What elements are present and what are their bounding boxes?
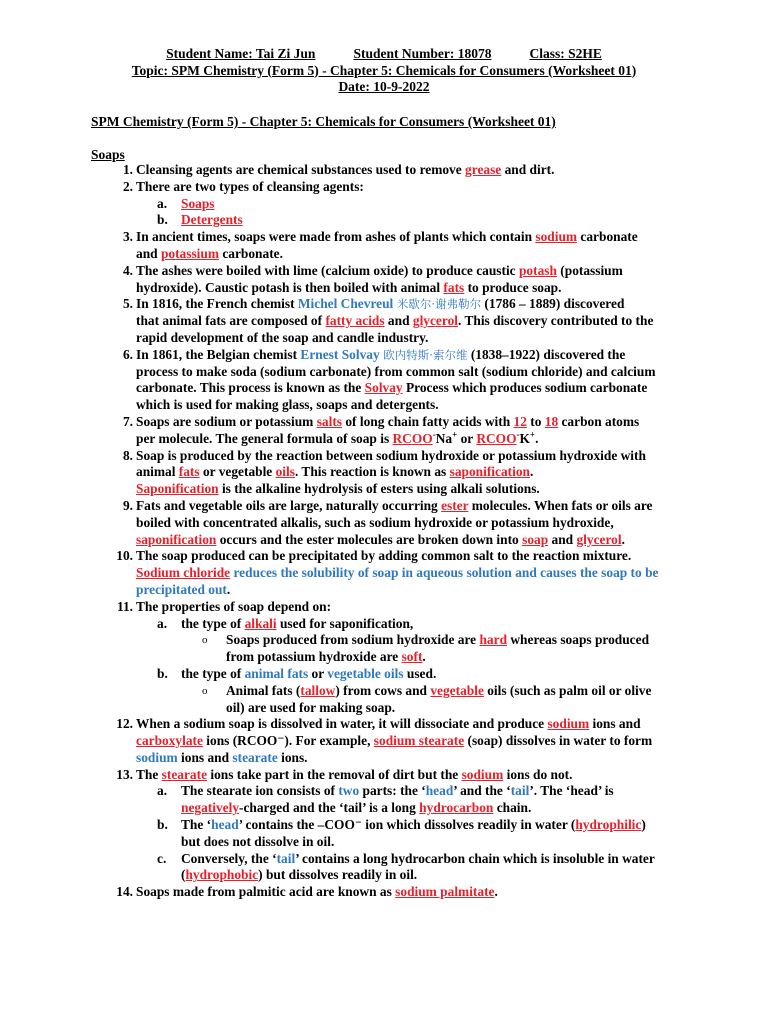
date: Date: 10-9-2022 — [338, 79, 430, 94]
body-text: ) from cows and — [335, 682, 431, 698]
answer-text: potassium — [160, 245, 219, 261]
answer-text: sodium — [535, 229, 578, 245]
sub-item — [91, 212, 691, 229]
list-item — [91, 498, 691, 548]
sub-item-letter: b. — [157, 665, 168, 681]
item-number: 5. — [122, 296, 133, 312]
answer-text: soap — [522, 531, 549, 547]
text-line — [136, 431, 691, 448]
body-text: and — [136, 245, 161, 261]
body-text: . — [535, 430, 539, 446]
item-number: 3. — [122, 229, 133, 245]
date-line — [0, 79, 768, 96]
body-text: The stearate ion consists of — [181, 783, 339, 799]
text-line — [136, 364, 691, 381]
list-item — [91, 229, 691, 263]
body-text: -charged and the ‘tail’ is a long — [239, 800, 420, 816]
answer-text: alkali — [244, 615, 277, 631]
body-text: is the alkaline hydrolysis of esters using alkali solutions. — [218, 481, 540, 497]
body-text: Cleansing agents are chemical substances used to remove — [136, 162, 466, 177]
text-line — [136, 229, 691, 246]
body-text: oil) are used for making soap. — [226, 699, 396, 715]
answer-text: carboxylate — [136, 733, 203, 749]
bullet-item — [91, 632, 691, 666]
body-text: parts: the ‘ — [359, 783, 426, 799]
superscript: + — [529, 429, 536, 440]
item-number: 14. — [116, 884, 133, 900]
list-item — [91, 548, 691, 598]
list-item — [91, 599, 691, 616]
sub-item-letter: c. — [157, 850, 167, 866]
answer-text: 12 — [513, 413, 527, 429]
text-line — [226, 649, 691, 666]
answer-text: RCOO — [476, 430, 517, 446]
highlight-text: two — [338, 783, 360, 799]
item-number: 7. — [122, 413, 133, 429]
answer-text: negatively — [181, 800, 240, 816]
text-line — [181, 867, 691, 884]
body-text: Conversely, the ‘ — [181, 850, 277, 866]
sub-item-letter: a. — [157, 615, 168, 631]
body-text: rapid development of the soap and candle industry. — [136, 329, 429, 345]
list-item — [91, 716, 691, 766]
body-text: (soap) dissolves in water to form — [464, 733, 653, 749]
item-number: 8. — [122, 447, 133, 463]
text-line — [181, 800, 691, 817]
student-info-line — [0, 46, 768, 63]
superscript: - — [516, 429, 520, 440]
text-line — [136, 263, 691, 280]
text-line — [136, 448, 691, 465]
sub-item-letter: a. — [157, 783, 168, 799]
body-text: oils (such as palm oil or olive — [483, 682, 652, 698]
text-line — [136, 582, 691, 599]
bullet-circle-icon: o — [202, 634, 208, 647]
highlight-text: stearate — [232, 749, 278, 765]
text-line — [136, 532, 691, 549]
body-text: the type of — [181, 615, 245, 631]
highlight-text: vegetable oils — [327, 665, 404, 681]
body-text: the type of — [181, 665, 245, 681]
item-number: 13. — [116, 766, 133, 782]
body-text: molecules. When fats or oils are — [468, 497, 653, 513]
answer-text: salts — [316, 413, 343, 429]
list-item — [91, 347, 691, 414]
sub-item — [91, 817, 691, 851]
answer-text: fatty acids — [325, 313, 385, 329]
body-text: ’ contains the –COO⁻ ion which dissolves readily in water ( — [238, 817, 576, 833]
topic-line — [0, 63, 768, 80]
body-text: . This reaction is known as — [294, 464, 450, 480]
answer-text: Detergents — [181, 212, 243, 228]
answer-text: sodium stearate — [373, 733, 465, 749]
highlight-text: head — [425, 783, 454, 799]
item-number: 11. — [117, 598, 133, 614]
answer-text: oils — [275, 464, 295, 480]
body-text: which is used for making glass, soaps and detergents. — [136, 397, 439, 413]
body-text: When a sodium soap is dissolved in water, it will dissociate and produce — [136, 716, 548, 732]
body-text: to produce soap. — [464, 279, 562, 295]
body-text: chain. — [493, 800, 532, 816]
answer-text: Saponification — [136, 481, 219, 497]
body-text: carbon atoms — [558, 413, 640, 429]
body-text: . — [621, 531, 625, 547]
body-text: ) but dissolves readily in oil. — [258, 867, 418, 883]
bullet-circle-icon: o — [202, 684, 208, 697]
body-text: ’ contains a long hydrocarbon chain which is insoluble in water — [295, 850, 655, 866]
text-line — [136, 716, 691, 733]
body-text: Soaps are sodium or potassium — [136, 413, 317, 429]
text-line — [136, 313, 691, 330]
body-text: from potassium hydroxide are — [226, 649, 402, 665]
text-line — [136, 733, 691, 750]
list-item — [91, 884, 691, 901]
body-text: K — [519, 430, 530, 446]
list-item — [91, 448, 691, 498]
text-line — [226, 683, 691, 700]
answer-text: tallow — [300, 682, 336, 698]
body-text: ) — [641, 817, 646, 833]
highlight-text: precipitated out — [136, 581, 227, 597]
text-line — [226, 632, 691, 649]
highlight-text: head — [211, 817, 239, 833]
highlight-text: sodium — [136, 749, 178, 765]
body-text: (1786 – 1889) discovered — [481, 296, 625, 312]
answer-text: grease — [465, 162, 502, 177]
item-number: 10. — [116, 548, 133, 564]
body-text: In 1816, the French chemist — [136, 296, 298, 312]
answer-text: Solvay — [364, 380, 403, 396]
body-text: . This discovery contributed to the — [458, 313, 654, 329]
text-line — [136, 179, 691, 196]
list-item — [91, 162, 691, 179]
body-text: Fats and vegetable oils are large, naturally occurring — [136, 497, 442, 513]
text-line — [136, 599, 691, 616]
answer-text: ester — [441, 497, 469, 513]
answer-text: Soaps — [181, 195, 215, 211]
body-text: and — [548, 531, 577, 547]
body-text: ions. — [277, 749, 308, 765]
worksheet-title: SPM Chemistry (Form 5) - Chapter 5: Chemicals for Consumers (Worksheet 01) — [91, 114, 556, 129]
answer-text: hydrocarbon — [419, 800, 494, 816]
text-line — [136, 548, 691, 565]
answer-text: fats — [178, 464, 200, 480]
body-text: Soaps produced from sodium hydroxide are — [226, 632, 480, 648]
highlight-text: reduces the solubility of soap in aqueous solution and causes the soap to be — [230, 565, 659, 581]
body-text: whereas soaps produced — [507, 632, 650, 648]
text-line — [136, 565, 691, 582]
answer-text: Sodium chloride — [136, 565, 231, 581]
body-text: In 1861, the Belgian chemist — [136, 346, 301, 362]
answer-text: sodium palmitate — [395, 884, 495, 900]
body-text: and dirt. — [501, 162, 555, 177]
answer-text: glycerol — [576, 531, 622, 547]
highlight-text: tail — [510, 783, 530, 799]
body-text: ’ and the ‘ — [453, 783, 511, 799]
answer-text: soft — [401, 649, 423, 665]
body-text: ions take part in the removal of dirt but the — [207, 766, 462, 782]
sub-item-letter: b. — [157, 212, 168, 228]
body-text: hydroxide). Caustic potash is then boiled with animal — [136, 279, 444, 295]
body-text: of long chain fatty acids with — [342, 413, 514, 429]
text-line — [136, 498, 691, 515]
answer-text: hard — [479, 632, 508, 648]
body-text: Na — [435, 430, 453, 446]
student-name: Student Name: Tai Zi Jun — [166, 46, 316, 61]
body-text: and — [384, 313, 413, 329]
list-item — [91, 767, 691, 784]
text-line — [136, 884, 691, 901]
sub-item-letter: b. — [157, 817, 168, 833]
text-line — [136, 397, 691, 414]
body-text: . — [226, 581, 231, 597]
body-text: used for saponification, — [276, 615, 414, 631]
list-item — [91, 296, 691, 346]
text-line — [136, 515, 691, 532]
text-line — [136, 414, 691, 431]
text-line — [136, 347, 691, 364]
answer-text: sodium — [547, 716, 590, 732]
body-text: In ancient times, soaps were made from ashes of plants which contain — [136, 229, 536, 245]
topic: Topic: SPM Chemistry (Form 5) - Chapter 5: Chemicals for Consumers (Worksheet 01) — [131, 62, 637, 78]
text-line — [181, 834, 691, 851]
text-line — [181, 783, 691, 800]
body-text: ions (RCOO⁻). For example, — [202, 733, 374, 749]
document-header — [0, 46, 768, 96]
answer-text: potash — [518, 262, 557, 278]
item-number: 4. — [122, 262, 133, 278]
body-text: process to make soda (sodium carbonate) from common salt (sodium chloride) and calcium — [136, 363, 656, 379]
answer-text: stearate — [161, 766, 208, 782]
body-text: Process which produces sodium carbonate — [402, 380, 648, 396]
answer-text: vegetable — [430, 682, 484, 698]
body-text: animal — [136, 464, 179, 480]
item-number: 12. — [116, 716, 133, 732]
body-text: or vegetable — [199, 464, 276, 480]
text-line — [136, 380, 691, 397]
item-number: 6. — [122, 346, 133, 362]
bullet-item — [91, 683, 691, 717]
body-text: The ashes were boiled with lime (calcium oxide) to produce caustic — [136, 262, 519, 278]
highlight-text: Michel Chevreul — [297, 296, 394, 312]
section-heading: Soaps — [91, 147, 125, 162]
superscript: + — [452, 429, 458, 440]
body-text: to — [526, 413, 545, 429]
body-text: The soap produced can be precipitated by adding common salt to the reaction mixture. — [136, 548, 632, 564]
text-line — [136, 246, 691, 263]
text-line — [181, 666, 691, 683]
body-text: used. — [403, 665, 437, 681]
body-text: (1838–1922) discovered the — [467, 346, 626, 362]
body-text: boiled with concentrated alkalis, such as sodium hydroxide or potassium hydroxide, — [136, 514, 614, 530]
body-text: or — [308, 665, 328, 681]
body-text: The — [136, 766, 162, 782]
text-line — [181, 212, 691, 229]
body-text: ions and — [177, 749, 233, 765]
body-text: carbonate — [577, 229, 638, 245]
highlight-text: animal fats — [244, 665, 309, 681]
body-text: ( — [181, 867, 186, 883]
answer-text: RCOO — [392, 430, 433, 446]
body-text: ’. The ‘head’ is — [529, 783, 614, 799]
body-text: (potassium — [556, 262, 623, 278]
body-text: . — [529, 464, 534, 480]
text-line — [136, 464, 691, 481]
answer-text: sodium — [461, 766, 504, 782]
body-text: Soaps made from palmitic acid are known as — [136, 884, 396, 900]
sub-item — [91, 666, 691, 683]
text-line — [136, 162, 691, 179]
answer-text: saponification — [136, 531, 217, 547]
body-text: The properties of soap depend on: — [136, 598, 332, 614]
list-item — [91, 263, 691, 297]
text-line — [136, 296, 691, 313]
answer-text: glycerol — [412, 313, 458, 329]
body-text: occurs and the ester molecules are broken down into — [216, 531, 523, 547]
body-text: . — [494, 884, 498, 900]
body-text: ions and — [589, 716, 641, 732]
text-line — [181, 851, 691, 868]
highlight-text: tail — [276, 850, 296, 866]
sub-item — [91, 783, 691, 817]
text-line — [136, 481, 691, 498]
body-text: but does not dissolve in oil. — [181, 833, 335, 849]
text-line — [181, 196, 691, 213]
body-text: Soap is produced by the reaction between sodium hydroxide or potassium hydroxide with — [136, 447, 646, 463]
body-text: that animal fats are composed of — [136, 313, 326, 329]
text-line — [226, 700, 691, 717]
answer-text: hydrophobic — [185, 867, 259, 883]
student-class: Class: S2HE — [529, 46, 602, 61]
sub-item — [91, 616, 691, 633]
highlight-text: Ernest Solvay — [300, 346, 380, 362]
numbered-list — [91, 162, 691, 901]
body-text: carbonate. This process is known as the — [136, 380, 365, 396]
answer-text: saponification — [449, 464, 530, 480]
body-text: ions do not. — [503, 766, 573, 782]
body-text: per molecule. The general formula of soap is — [136, 430, 393, 446]
body-text: Animal fats ( — [226, 682, 301, 698]
student-number: Student Number: 18078 — [353, 46, 492, 61]
sub-item — [91, 851, 691, 885]
sub-item-letter: a. — [157, 195, 168, 211]
list-item — [91, 414, 691, 448]
answer-text: fats — [443, 279, 465, 295]
item-number: 1. — [122, 162, 133, 177]
text-line — [181, 817, 691, 834]
item-number: 9. — [122, 497, 133, 513]
text-line — [181, 616, 691, 633]
body-text: There are two types of cleansing agents: — [136, 178, 364, 194]
chinese-name: 欧内特斯·索尔维 — [379, 347, 468, 362]
list-item — [91, 179, 691, 196]
answer-text: hydrophilic — [575, 817, 642, 833]
item-number: 2. — [122, 178, 133, 194]
body-text: . — [422, 649, 426, 665]
superscript: - — [432, 429, 436, 440]
text-line — [136, 750, 691, 767]
body-text: carbonate. — [218, 245, 283, 261]
text-line — [136, 280, 691, 297]
sub-item — [91, 196, 691, 213]
text-line — [136, 767, 691, 784]
body-text: The ‘ — [181, 817, 212, 833]
chinese-name: 米歇尔·谢弗勒尔 — [393, 297, 482, 312]
text-line — [136, 330, 691, 347]
answer-text: 18 — [544, 413, 559, 429]
body-text: or — [457, 430, 477, 446]
